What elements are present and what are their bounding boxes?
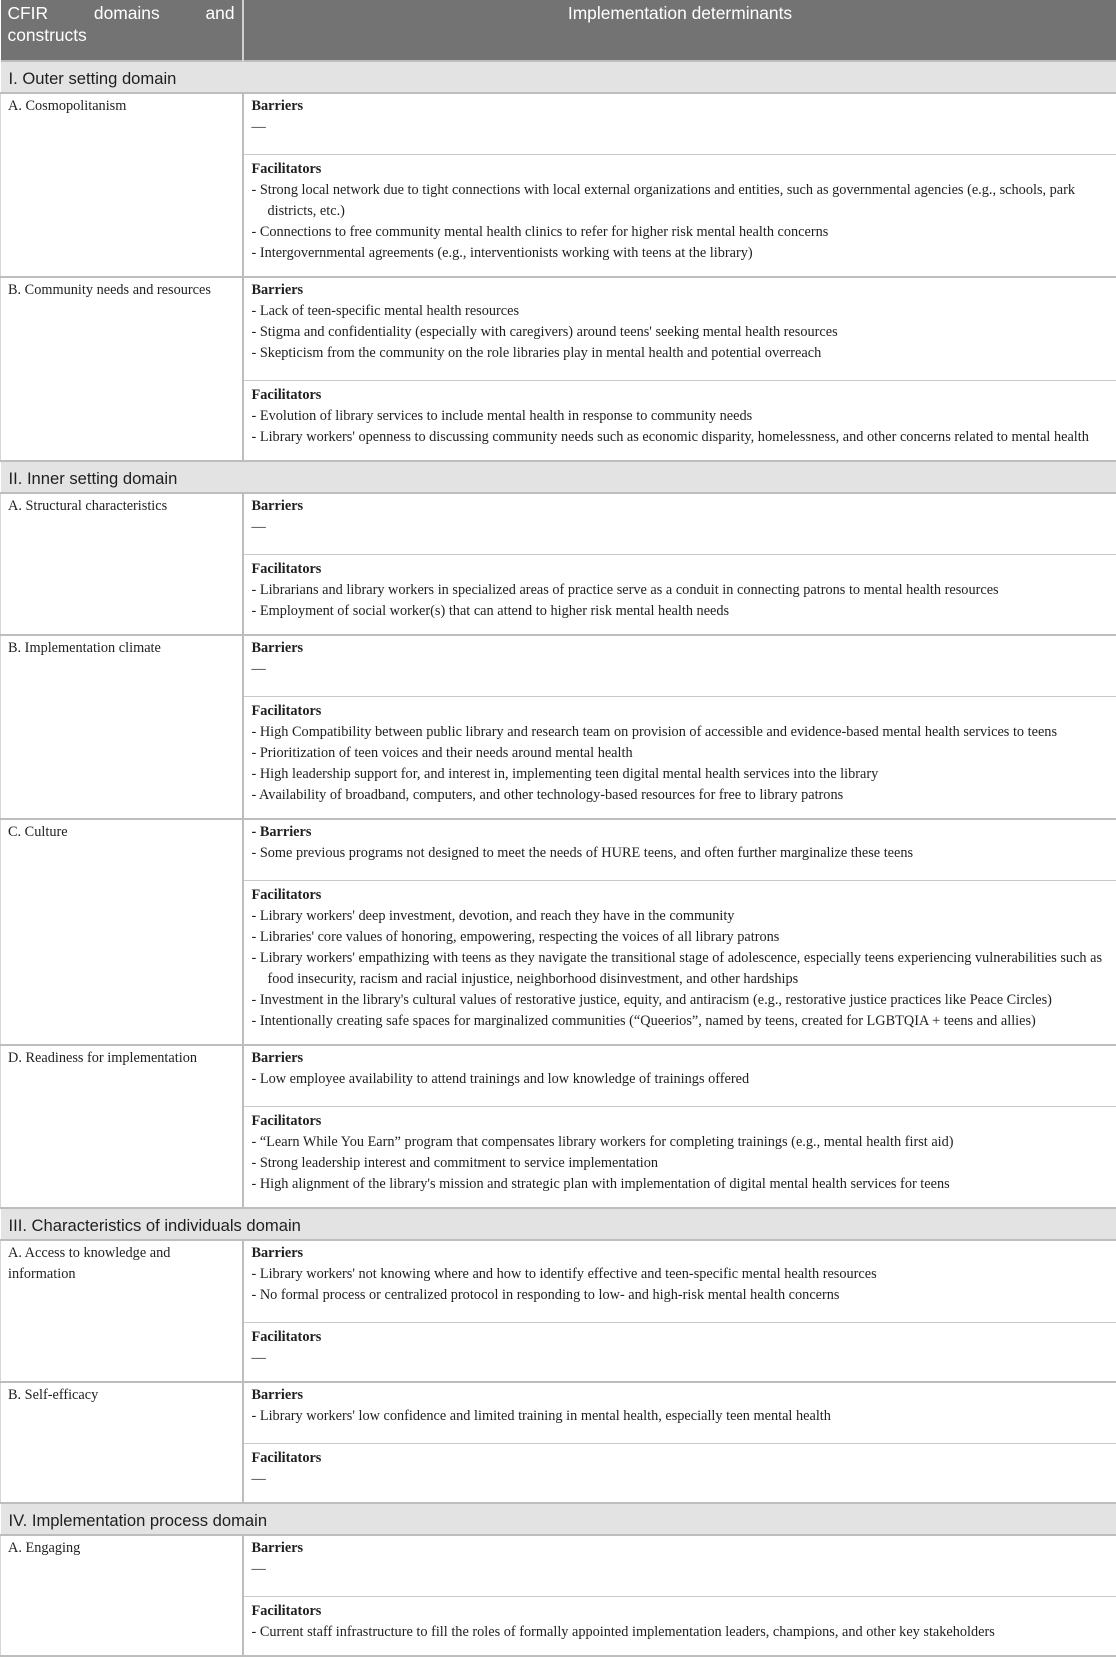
determinant-item: — bbox=[252, 517, 1109, 538]
determinants-cell bbox=[243, 635, 1116, 819]
construct-name: B. Implementation climate bbox=[1, 635, 243, 819]
determinant-block bbox=[244, 1536, 1116, 1596]
construct-name: A. Cosmopolitanism bbox=[1, 93, 243, 277]
determinant-item: — bbox=[252, 1469, 1109, 1490]
determinant-block bbox=[244, 696, 1116, 818]
determinant-item: - Intentionally creating safe spaces for marginalized communities (“Queerios”, named by teens, created for LGBTQIA + teens and allies) bbox=[252, 1011, 1109, 1032]
determinant-block bbox=[244, 1443, 1116, 1502]
determinant-block-title: Facilitators bbox=[252, 701, 1109, 722]
determinant-item: - Current staff infrastructure to fill the roles of formally appointed implementation leaders, champions, and other key stakeholders bbox=[252, 1622, 1109, 1643]
determinant-block-title: Barriers bbox=[252, 1048, 1109, 1069]
determinant-item: — bbox=[252, 1559, 1109, 1580]
determinant-block-title: Barriers bbox=[252, 280, 1109, 301]
domain-title: IV. Implementation process domain bbox=[1, 1503, 1116, 1535]
determinant-block bbox=[244, 554, 1116, 634]
determinants-cell bbox=[243, 1045, 1116, 1208]
determinant-block bbox=[244, 278, 1116, 380]
construct-row bbox=[1, 1240, 1116, 1382]
determinant-item: - Evolution of library services to include mental health in response to community needs bbox=[252, 406, 1109, 427]
determinant-block-title: Barriers bbox=[252, 96, 1109, 117]
determinant-block bbox=[244, 380, 1116, 460]
determinant-block bbox=[244, 880, 1116, 1044]
determinant-item: - Library workers' empathizing with teens as they navigate the transitional stage of adolescence, especially teens experiencing vulnerabilities such as food insecurity, racism and racial injustice, neighborhood disinvestment, and other hardships bbox=[252, 948, 1109, 990]
construct-row bbox=[1, 819, 1116, 1045]
determinant-block bbox=[244, 154, 1116, 276]
determinant-item: - Stigma and confidentiality (especially with caregivers) around teens' seeking mental health resources bbox=[252, 322, 1109, 343]
determinant-item: — bbox=[252, 1348, 1109, 1369]
domain-row bbox=[1, 1208, 1116, 1240]
determinant-item: - Employment of social worker(s) that can attend to higher risk mental health needs bbox=[252, 601, 1109, 622]
determinant-block bbox=[244, 1106, 1116, 1207]
construct-row bbox=[1, 277, 1116, 461]
table-body bbox=[1, 61, 1116, 1656]
domain-row bbox=[1, 461, 1116, 493]
determinant-block-title: Facilitators bbox=[252, 1601, 1109, 1622]
determinants-cell bbox=[243, 1382, 1116, 1503]
determinants-cell bbox=[243, 277, 1116, 461]
determinant-item: — bbox=[252, 117, 1109, 138]
domain-row bbox=[1, 1503, 1116, 1535]
determinant-block-title: Facilitators bbox=[252, 385, 1109, 406]
determinant-block-title: Barriers bbox=[252, 496, 1109, 517]
domain-title: II. Inner setting domain bbox=[1, 461, 1116, 493]
determinant-block bbox=[244, 1046, 1116, 1106]
determinant-item: - High Compatibility between public library and research team on provision of accessible and evidence-based mental health services to teens bbox=[252, 722, 1109, 743]
construct-name: D. Readiness for implementation bbox=[1, 1045, 243, 1208]
determinant-item: - Prioritization of teen voices and their needs around mental health bbox=[252, 743, 1109, 764]
determinant-item: - Skepticism from the community on the role libraries play in mental health and potential overreach bbox=[252, 343, 1109, 364]
determinant-block bbox=[244, 1383, 1116, 1443]
determinants-cell bbox=[243, 819, 1116, 1045]
construct-name: B. Self-efficacy bbox=[1, 1382, 243, 1503]
determinant-block-title: Facilitators bbox=[252, 885, 1109, 906]
determinant-item: - High leadership support for, and interest in, implementing teen digital mental health services into the library bbox=[252, 764, 1109, 785]
construct-name: A. Access to knowledge and information bbox=[1, 1240, 243, 1382]
determinant-item: - Lack of teen-specific mental health resources bbox=[252, 301, 1109, 322]
determinant-block-title: Barriers bbox=[252, 638, 1109, 659]
determinant-item: - Libraries' core values of honoring, empowering, respecting the voices of all library patrons bbox=[252, 927, 1109, 948]
determinant-block-title: Facilitators bbox=[252, 1327, 1109, 1348]
construct-name: C. Culture bbox=[1, 819, 243, 1045]
determinant-block-title: Barriers bbox=[252, 1385, 1109, 1406]
construct-row bbox=[1, 493, 1116, 635]
determinant-block-title: Facilitators bbox=[252, 1448, 1109, 1469]
determinants-cell bbox=[243, 493, 1116, 635]
determinant-block bbox=[244, 636, 1116, 696]
determinant-block-title: Facilitators bbox=[252, 159, 1109, 180]
determinant-block-title: Barriers bbox=[252, 1538, 1109, 1559]
determinant-block bbox=[244, 1596, 1116, 1655]
determinant-item: - Strong local network due to tight connections with local external organizations and entities, such as governmental agencies (e.g., schools, park districts, etc.) bbox=[252, 180, 1109, 222]
determinant-item: - Low employee availability to attend trainings and low knowledge of trainings offered bbox=[252, 1069, 1109, 1090]
domain-row bbox=[1, 61, 1116, 93]
domain-title: III. Characteristics of individuals domain bbox=[1, 1208, 1116, 1240]
determinants-cell bbox=[243, 1240, 1116, 1382]
determinant-item: - Some previous programs not designed to meet the needs of HURE teens, and often further marginalize these teens bbox=[252, 843, 1109, 864]
domain-title: I. Outer setting domain bbox=[1, 61, 1116, 93]
determinant-item: - Strong leadership interest and commitment to service implementation bbox=[252, 1153, 1109, 1174]
determinant-item: - “Learn While You Earn” program that compensates library workers for completing trainings (e.g., mental health first aid) bbox=[252, 1132, 1109, 1153]
determinant-item: - Investment in the library's cultural values of restorative justice, equity, and antiracism (e.g., restorative justice practices like Peace Circles) bbox=[252, 990, 1109, 1011]
determinant-block-title: Facilitators bbox=[252, 1111, 1109, 1132]
table-header bbox=[1, 0, 1116, 61]
construct-row bbox=[1, 635, 1116, 819]
header-cfir-domains: CFIR domains and constructs bbox=[1, 0, 243, 61]
determinant-item: - Connections to free community mental health clinics to refer for higher risk mental health concerns bbox=[252, 222, 1109, 243]
construct-name: A. Engaging bbox=[1, 1535, 243, 1656]
determinant-item: - Library workers' deep investment, devotion, and reach they have in the community bbox=[252, 906, 1109, 927]
determinant-block bbox=[244, 820, 1116, 880]
determinant-item: - High alignment of the library's mission and strategic plan with implementation of digital mental health services for teens bbox=[252, 1174, 1109, 1195]
determinants-cell bbox=[243, 93, 1116, 277]
determinant-block bbox=[244, 494, 1116, 554]
determinant-block bbox=[244, 1322, 1116, 1381]
construct-name: A. Structural characteristics bbox=[1, 493, 243, 635]
construct-row bbox=[1, 1535, 1116, 1656]
construct-row bbox=[1, 1045, 1116, 1208]
determinant-item: - Availability of broadband, computers, and other technology-based resources for free to library patrons bbox=[252, 785, 1109, 806]
determinant-block-title: - Barriers bbox=[252, 822, 1109, 843]
determinant-item: - Library workers' low confidence and limited training in mental health, especially teen mental health bbox=[252, 1406, 1109, 1427]
determinant-item: - Intergovernmental agreements (e.g., interventionists working with teens at the library) bbox=[252, 243, 1109, 264]
determinant-item: — bbox=[252, 659, 1109, 680]
determinant-block bbox=[244, 1241, 1116, 1322]
determinant-item: - Library workers' openness to discussing community needs such as economic disparity, homelessness, and other concerns related to mental health bbox=[252, 427, 1109, 448]
determinant-block bbox=[244, 94, 1116, 154]
determinant-item: - Librarians and library workers in specialized areas of practice serve as a conduit in connecting patrons to mental health resources bbox=[252, 580, 1109, 601]
determinant-item: - No formal process or centralized protocol in responding to low- and high-risk mental health concerns bbox=[252, 1285, 1109, 1306]
determinant-block-title: Barriers bbox=[252, 1243, 1109, 1264]
determinant-block-title: Facilitators bbox=[252, 559, 1109, 580]
determinants-cell bbox=[243, 1535, 1116, 1656]
header-implementation-determinants: Implementation determinants bbox=[243, 0, 1116, 61]
construct-name: B. Community needs and resources bbox=[1, 277, 243, 461]
determinant-item: - Library workers' not knowing where and how to identify effective and teen-specific mental health resources bbox=[252, 1264, 1109, 1285]
construct-row bbox=[1, 1382, 1116, 1503]
header-row bbox=[1, 0, 1116, 61]
construct-row bbox=[1, 93, 1116, 277]
